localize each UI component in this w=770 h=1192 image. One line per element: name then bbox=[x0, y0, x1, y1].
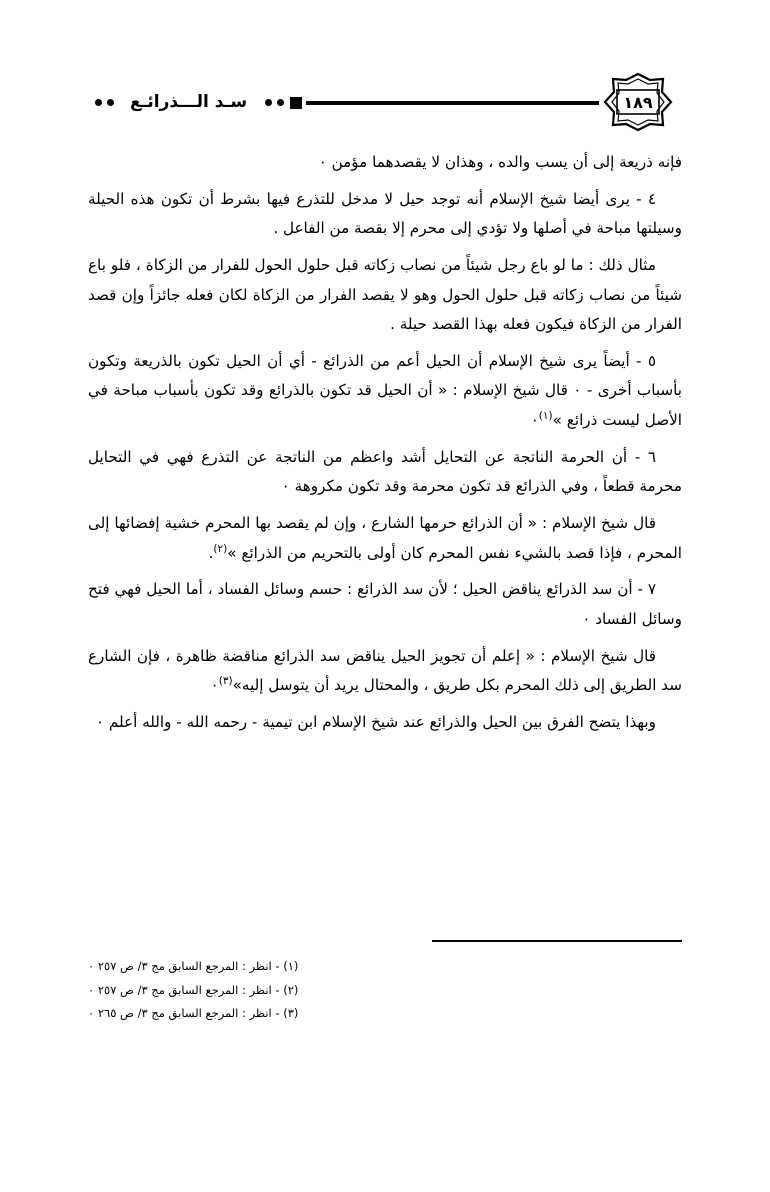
footnote-list bbox=[88, 955, 682, 1026]
paragraph-8-end: ٠ bbox=[210, 676, 219, 695]
footnote-marker-3: (٣) bbox=[218, 675, 233, 688]
header-dots-right bbox=[95, 99, 114, 106]
paragraph-7: ٧ - أن سد الذرائع يناقض الحيل ؛ لأن سد الذرائع : حسم وسائل الفساد ، أما الحيل فهي فتح وسائل الفساد ٠ bbox=[88, 580, 682, 629]
dot-icon bbox=[95, 99, 102, 106]
footnote-item: (٣) - انظر : المرجع السابق مج ٣/ ص ٢٦٥ ٠ bbox=[88, 1006, 299, 1021]
paragraph-2: ٤ - يرى أيضا شيخ الإسلام أنه توجد حيل لا مدخل للتذرع فيها بشرط أن تكون هذه الحيلة وسيلتها مباحة في أصلها ولا تؤدي إلى محرم إلا بقصة من الفاعل . bbox=[88, 189, 682, 238]
paragraph-4 bbox=[88, 347, 682, 436]
dot-icon bbox=[265, 99, 272, 106]
footnote-marker-2: (٢) bbox=[213, 542, 228, 555]
paragraph-6-end: . bbox=[208, 543, 214, 562]
page-number: ١٨٩ bbox=[623, 92, 653, 112]
footnote-separator bbox=[432, 940, 682, 942]
paragraph-9: وبهذا يتضح الفرق بين الحيل والذرائع عند شيخ الإسلام ابن تيمية - رحمه الله - والله أعلم ٠ bbox=[95, 713, 656, 732]
paragraph-4-end: ٠ bbox=[530, 411, 539, 430]
paragraph-1: فإنه ذريعة إلى أن يسب والده ، وهذان لا يقصدهما مؤمن ٠ bbox=[318, 153, 682, 171]
footnote-marker-1: (١) bbox=[538, 410, 553, 423]
paragraph-5: ٦ - أن الحرمة الناتجة عن التحايل أشد واعظم من الناتجة عن التذرع فهي في التحايل محرمة قطعاً ، وفي الذرائع قد تكون محرمة وقد تكون مكروهة ٠ bbox=[88, 447, 682, 496]
header-rule bbox=[290, 97, 599, 108]
page-number-medallion bbox=[601, 72, 675, 132]
running-head-title: سـد الـــذرائـع bbox=[130, 92, 248, 112]
paragraph-8-text: قال شيخ الإسلام : « إعلم أن تجويز الحيل يناقض سد الذرائع مناقضة ظاهرة ، فإن الشارع سد الطريق إلى ذلك المحرم بكل طريق ، والمحتال يريد أن يتوسل إليه» bbox=[88, 646, 682, 695]
paragraph-6 bbox=[88, 509, 682, 568]
dot-icon bbox=[277, 99, 284, 106]
page-header bbox=[95, 70, 675, 134]
dot-icon bbox=[107, 99, 114, 106]
footnote-item: (١) - انظر : المرجع السابق مج ٣/ ص ٢٥٧ ٠ bbox=[88, 959, 299, 973]
paragraph-8 bbox=[88, 642, 682, 701]
page-body bbox=[88, 148, 682, 745]
footnote-item: (٢) - انظر : المرجع السابق مج ٣/ ص ٢٥٧ ٠ bbox=[88, 982, 299, 997]
paragraph-3: مثال ذلك : ما لو باع رجل شيئاً من نصاب زكاته قبل حلول الحول للفرار من الزكاة ، فلو باع شيئاً من نصاب زكاته قبل حلول الحول وهو لا يقصد الفرار من الزكاة لكان فعله جائزاً وإن قصد الفرار من الزكاة فيكون فعله بهذا القصد حيلة . bbox=[88, 255, 682, 334]
paragraph-4-text: ٥ - أيضاً يرى شيخ الإسلام أن الحيل أعم من الذرائع - أي أن الحيل تكون بالذريعة وتكون بأسباب أخرى - ٠ قال شيخ الإسلام : « أن الحيل قد تكون بالذرائع وقد تكون بأسباب مباحة في الأصل ليست ذرائع » bbox=[88, 351, 682, 430]
header-dots-left bbox=[265, 99, 284, 106]
paragraph-6-text: قال شيخ الإسلام : « أن الذرائع حرمها الشارع ، وإن لم يقصد بها المحرم خشية إفضائها إلى المحرم ، فإذا قصد بالشيء نفس المحرم كان أولى بالتحريم من الذرائع » bbox=[88, 514, 682, 562]
